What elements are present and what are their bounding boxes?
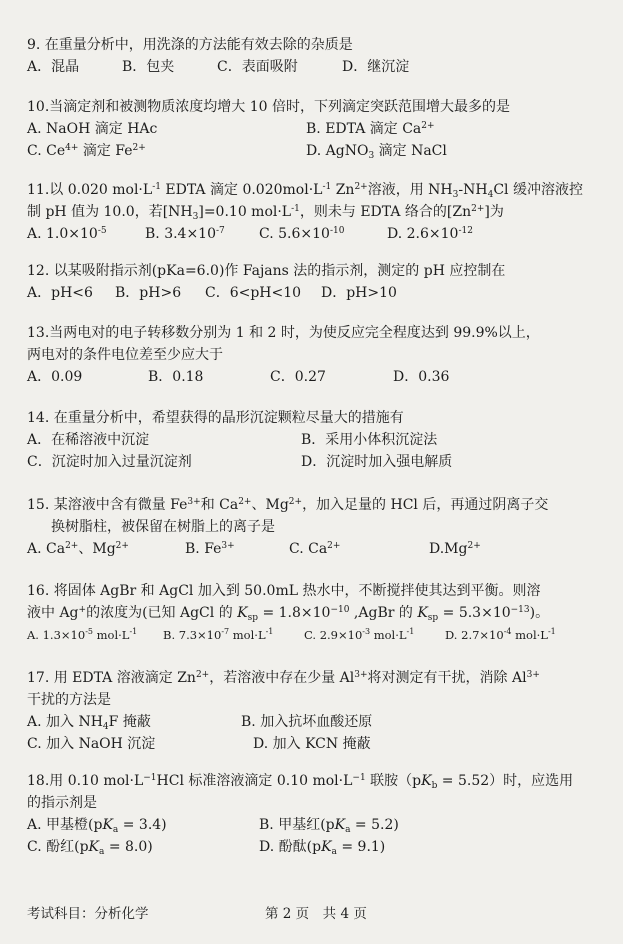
option-c: C．表面吸附	[217, 59, 298, 75]
option-a: A. 甲基橙$(pK_a = 3.4)$	[27, 817, 167, 835]
option-b: B．包夹	[122, 59, 175, 75]
question-stem-line-2: 制 pH 值为 10.0，若$[NH_3]=0.10$ $mol\cdot L^{-1}$，则未与 EDTA 络合的$[Zn^{2+}]$为	[27, 204, 504, 222]
options-row	[27, 140, 609, 162]
question-stem: 14. 在重量分析中，希望获得的晶形沉淀颗粒尽量大的措施有	[27, 410, 404, 426]
question-stem: 9. 在重量分析中，用洗涤的方法能有效去除的杂质是	[27, 37, 353, 53]
question-stem-line-1: 15. 某溶液中含有微量 $Fe^{3+}$和 $Ca^{2+}$、$Mg^{2+}$，加入足量的 HCl 后，再通过阴离子交	[27, 497, 549, 513]
option-b: B．0.18	[148, 369, 204, 385]
option-b: B. $Fe^{3+}$	[185, 541, 235, 557]
options-row	[27, 429, 609, 451]
option-c: C. 加入 NaOH 沉淀	[27, 736, 156, 752]
option-a: A. $1.0\times 10^{-5}$	[27, 226, 107, 242]
options-row	[27, 118, 609, 140]
option-b: B. $3.4\times 10^{-7}$	[145, 226, 225, 242]
option-c: C．0.27	[270, 369, 326, 385]
question-9	[27, 34, 609, 78]
question-stem-line-2: 两电对的条件电位差至少应大于	[27, 347, 223, 363]
option-d: $D.Mg^{2+}$	[429, 541, 481, 557]
question-stem-line-2: 的指示剂是	[27, 795, 97, 811]
options-row	[27, 223, 609, 245]
question-18	[27, 770, 609, 858]
question-stem-line-1: 17. 用 EDTA 溶液滴定 $Zn^{2+}$，若溶液中存在少量 $Al^{3+}$将对测定有干扰，消除 $Al^{3+}$	[27, 670, 540, 686]
question-stem-line-1: 13.当两电对的电子转移数分别为 1 和 2 时，为使反应完全程度达到 99.9%以上，	[27, 325, 540, 341]
option-c: C. 酚红$(pK_a = 8.0)$	[27, 839, 153, 857]
options-row	[27, 814, 609, 836]
question-stem-line-2: 干扰的方法是	[27, 692, 111, 708]
exam-subject: 考试科目：分析化学	[27, 906, 149, 922]
options-row	[27, 836, 609, 858]
question-10	[27, 96, 609, 162]
question-stem-line-1: 18.用 0.10 $mol\cdot L^{-1}HCl$ 标准溶液滴定 0.10 $mol\cdot L^{-1}$ 联胺$(pK_b = 5.52)$时，应选用	[27, 773, 574, 791]
question-13	[27, 322, 609, 388]
question-stem-line-2: 液中 Ag+的浓度为(已知 AgCl 的 $K_{sp} = 1.8\times 10^{-10}$ ,AgBr 的 $K_{sp} = 5.3\times 10^{-13}$)。	[27, 605, 550, 623]
option-c: C. $Ca^{2+}$	[289, 541, 341, 557]
question-stem: 12. 以某吸附指示剂(pKa=6.0)作 Fajans 法的指示剂，测定的 pH 应控制在	[27, 263, 506, 279]
options-row	[27, 56, 609, 78]
option-a: A．pH<6	[27, 285, 93, 301]
options-row	[27, 711, 609, 733]
question-11	[27, 179, 609, 245]
option-a: A．在稀溶液中沉淀	[27, 432, 150, 448]
question-stem-line-1: 11.以 0.020 $mol\cdot L^{-1}$ EDTA 滴定 $0.020mol\cdot L^{-1}$ $Zn^{2+}$溶液，用 $NH_3-NH_4Cl$ 缓冲溶液控	[27, 182, 583, 200]
question-14	[27, 407, 609, 473]
option-b: B. 加入抗坏血酸还原	[241, 714, 373, 730]
question-stem: 10.当滴定剂和被测物质浓度均增大 10 倍时，下列滴定突跃范围增大最多的是	[27, 99, 510, 115]
option-b: B．pH>6	[115, 285, 182, 301]
question-12	[27, 260, 609, 304]
option-d: D．沉淀时加入强电解质	[301, 454, 453, 470]
option-c: C. $5.6\times 10^{-10}$	[259, 226, 345, 242]
option-a: A. $1.3\times 10^{-5}$ $mol\cdot L^{-1}$	[27, 627, 138, 642]
option-d: D．0.36	[393, 369, 450, 385]
option-c: C. $2.9\times 10^{-3}$ $mol\cdot L^{-1}$	[304, 627, 415, 642]
question-stem-line-2: 换树脂柱，被保留在树脂上的离子是	[51, 519, 275, 535]
option-d: D. AgNO$_3$ 滴定 NaCl	[306, 143, 447, 161]
question-17	[27, 667, 609, 755]
option-a: A. $Ca^{2+}$、$Mg^{2+}$	[27, 541, 129, 557]
question-16	[27, 580, 609, 646]
option-b: B．采用小体积沉淀法	[301, 432, 438, 448]
option-b: B. $7.3\times 10^{-7}$ $mol\cdot L^{-1}$	[163, 627, 274, 642]
option-b: B. 甲基红$(pK_a = 5.2)$	[259, 817, 399, 835]
question-15	[27, 494, 609, 560]
page-footer	[27, 903, 609, 925]
option-d: D. 加入 KCN 掩蔽	[253, 736, 371, 752]
options-row	[27, 366, 609, 388]
option-d: D. 酚酞$(pK_a = 9.1)$	[259, 839, 386, 857]
option-d: D．继沉淀	[342, 59, 410, 75]
options-row	[27, 451, 609, 473]
question-stem-line-1: 16. 将固体 AgBr 和 AgCl 加入到 50.0mL 热水中，不断搅拌使其达到平衡。则溶	[27, 583, 541, 599]
options-row	[27, 282, 609, 304]
option-a: A．混晶	[27, 59, 80, 75]
options-row	[27, 733, 609, 755]
option-c: C．沉淀时加入过量沉淀剂	[27, 454, 192, 470]
options-row	[27, 538, 609, 560]
option-a: A．0.09	[27, 369, 83, 385]
option-a: A. 加入 $NH_4F$ 掩蔽	[27, 714, 151, 732]
option-d: D. $2.6\times 10^{-12}$	[387, 226, 473, 242]
option-d: D．pH>10	[321, 285, 397, 301]
option-c: C．6<pH<10	[205, 285, 302, 301]
option-d: D. $2.7\times 10^{-4}$ $mol\cdot L^{-1}$	[445, 627, 556, 642]
option-a: A. NaOH 滴定 HAc	[27, 121, 158, 137]
option-c: C. $Ce^{4+}$ 滴定 $Fe^{2+}$	[27, 143, 146, 159]
option-b: B. EDTA 滴定 $Ca^{2+}$	[306, 121, 435, 137]
page-number: 第 2 页 共 4 页	[265, 906, 367, 922]
options-row	[27, 624, 609, 646]
